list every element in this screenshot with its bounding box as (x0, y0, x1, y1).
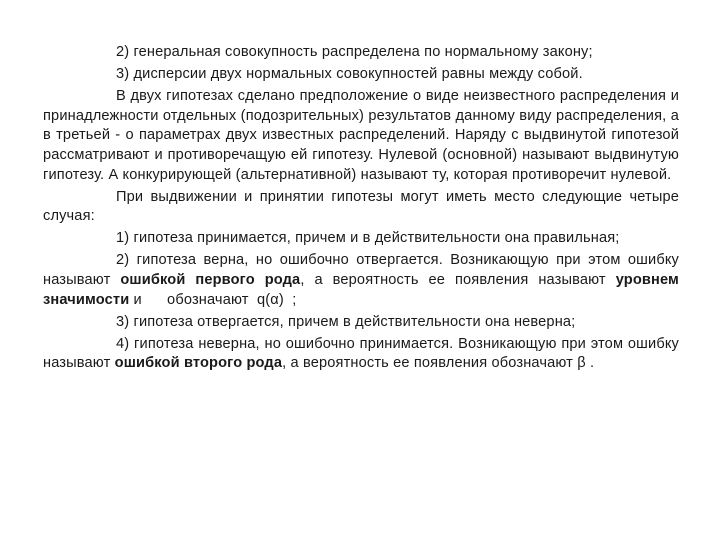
document-body (43, 43, 679, 377)
term-type-1-error: ошибкой первого рода (120, 272, 301, 289)
paragraph-case-4 (43, 335, 679, 374)
term-significance-level: уровнем значимости (43, 272, 679, 308)
term-type-2-error: ошибкой второго рода (114, 355, 283, 372)
paragraph-item-3: 3) дисперсии двух нормальных совокупностей равны между собой. (116, 66, 583, 83)
case-2-text-a: 2) гипотеза верна, но ошибочно отвергается. Возникающую при этом ошибку называют (43, 252, 679, 289)
case-2-text-c: и обозначают q(α) ; (129, 291, 297, 308)
case-2-text-b: , а вероятность ее появления называют (300, 272, 616, 289)
paragraph-case-2 (43, 251, 679, 310)
paragraph-cases-intro: При выдвижении и принятии гипотезы могут иметь место следующие четыре случая: (43, 188, 679, 225)
case-4-text-b: , а вероятность ее появления обозначают β . (282, 355, 595, 372)
paragraph-hypotheses-intro: В двух гипотезах сделано предположение о виде неизвестного распределения и принадлежности отдельных (подозрительных) результатов данному виду распределения, а в третьей - о параметрах двух известных распределений. Наряду с выдвинутой гипотезой рассматривают и противоречащую ей гипотезу. Нулевой (основной) называют выдвинутую гипотезу. А конкурирующей (альтернативной) называют ту, которая противоречит нулевой. (43, 88, 679, 183)
paragraph-case-3: 3) гипотеза отвергается, причем в действительности она неверна; (116, 313, 576, 330)
paragraph-case-1: 1) гипотеза принимается, причем и в действительности она правильная; (116, 230, 620, 247)
case-4-text-a: 4) гипотеза неверна, но ошибочно принимается. Возникающую при этом ошибку называют (43, 335, 679, 372)
paragraph-item-2: 2) генеральная совокупность распределена по нормальному закону; (116, 44, 593, 60)
